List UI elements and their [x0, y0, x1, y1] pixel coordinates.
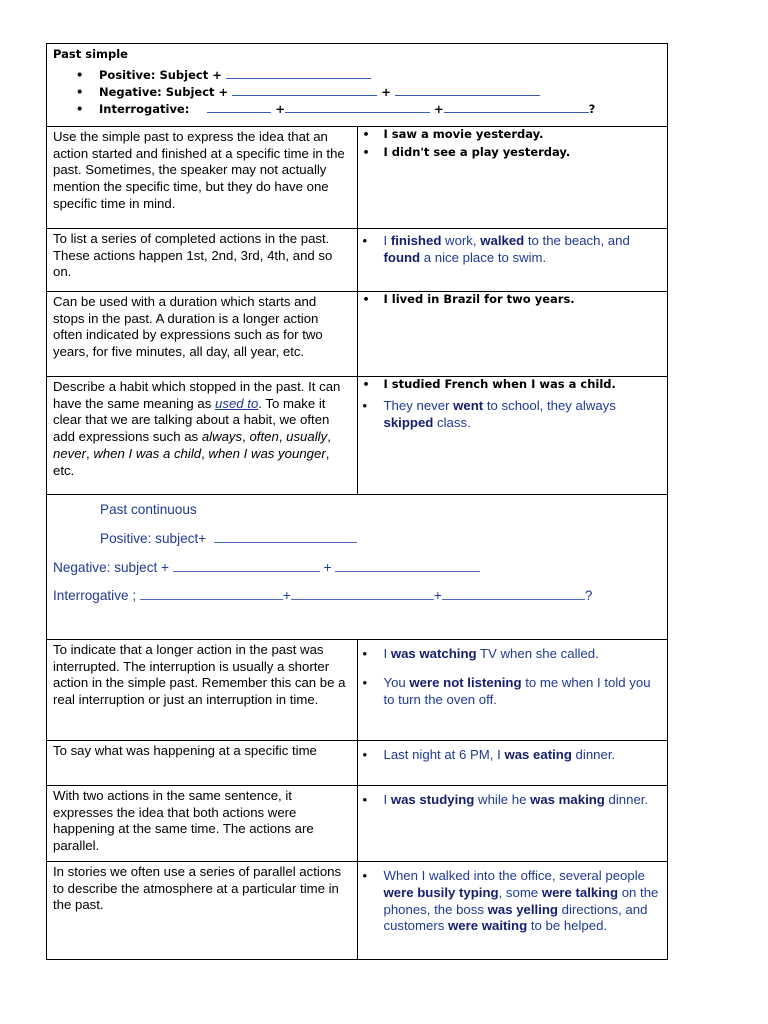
list-item: • When I walked into the office, several people were busily typing, some were talking on the phones, the boss was yelling directions, and customers were waiting to be helped.: [384, 868, 660, 935]
table-row: [47, 741, 668, 786]
list-item: • Last night at 6 PM, I was eating dinner.: [384, 747, 660, 764]
past-simple-forms: [47, 67, 667, 118]
past-simple-header-row: [47, 44, 668, 127]
usage-text: With two actions in the same sentence, it expresses the idea that both actions were happening at the same time. The actions are parallel.: [53, 788, 314, 854]
usage-text: In stories we often use a series of parallel actions to describe the atmosphere at a particular time in the past.: [53, 864, 342, 913]
example-list: [358, 868, 668, 935]
table-row: [47, 127, 668, 229]
list-item: • I was watching TV when she called.: [384, 646, 660, 663]
table-row: [47, 229, 668, 292]
example-cell: [357, 862, 668, 960]
blank-field[interactable]: [285, 101, 430, 113]
example-list: [358, 792, 668, 809]
blank-field[interactable]: [442, 587, 585, 600]
used-to-link[interactable]: used to: [215, 395, 259, 411]
list-item: • I lived in Brazil for two years.: [384, 292, 660, 307]
blank-field[interactable]: [335, 559, 480, 572]
past-simple-title: Past simple: [53, 47, 128, 61]
blank-field[interactable]: [140, 587, 283, 600]
past-continuous-header-row: [47, 495, 668, 640]
blank-field[interactable]: [207, 101, 271, 113]
past-continuous-title: Past continuous: [100, 502, 197, 517]
usage-text: Describe a habit which stopped in the past. It can have the same meaning as used to. To make it clear that we are talking about a habit, we often add expressions such as always, often, usually, never, when I was a child, when I was younger, etc.: [53, 379, 341, 478]
blank-field[interactable]: [226, 67, 371, 79]
blank-field[interactable]: [291, 587, 434, 600]
form-negative: • Negative: Subject + +: [99, 84, 667, 101]
usage-cell: [47, 640, 358, 741]
list-item: • I didn't see a play yesterday.: [384, 145, 660, 160]
example-cell: [357, 127, 668, 229]
example-list: [358, 377, 668, 392]
usage-cell: [47, 127, 358, 229]
table-row: [47, 786, 668, 862]
usage-cell: [47, 292, 358, 377]
usage-cell: [47, 377, 358, 495]
usage-text: To say what was happening at a specific time: [53, 743, 317, 758]
usage-text: Can be used with a duration which starts and stops in the past. A duration is a longer action often indicated by expressions such as for two years, for five minutes, all day, all year, etc.: [53, 294, 323, 360]
example-cell: [357, 640, 668, 741]
example-cell: [357, 741, 668, 786]
form-negative: Negative: subject + +: [53, 559, 480, 575]
tenses-table: [46, 43, 668, 960]
example-list: [358, 292, 668, 307]
usage-cell: [47, 741, 358, 786]
usage-cell: [47, 862, 358, 960]
blank-field[interactable]: [214, 530, 357, 543]
table-row: [47, 862, 668, 960]
table-row: [47, 640, 668, 741]
example-list: [358, 127, 668, 160]
past-simple-header: [47, 44, 668, 127]
list-item: • I studied French when I was a child.: [384, 377, 660, 392]
list-item: • I saw a movie yesterday.: [384, 127, 660, 142]
usage-cell: [47, 229, 358, 292]
blank-field[interactable]: [395, 84, 540, 96]
list-item: • They never went to school, they always skipped class.: [384, 398, 660, 432]
form-positive: • Positive: Subject +: [99, 67, 667, 84]
past-continuous-header: [47, 495, 668, 640]
blank-field[interactable]: [232, 84, 377, 96]
usage-text: To indicate that a longer action in the past was interrupted. The interruption is usually a shorter action in the simple past. Remember this can be a real interruption or just an interruption in time.: [53, 642, 346, 708]
example-cell: [357, 786, 668, 862]
list-item: • You were not listening to me when I told you to turn the oven off.: [384, 675, 660, 709]
list-item: • I was studying while he was making dinner.: [384, 792, 660, 809]
table-row: [47, 292, 668, 377]
example-cell: [357, 229, 668, 292]
example-list: [358, 747, 668, 764]
table-row: [47, 377, 668, 495]
list-item: • I finished work, walked to the beach, and found a nice place to swim.: [384, 233, 660, 267]
example-cell: [357, 377, 668, 495]
example-list: [358, 398, 668, 432]
example-list: [358, 646, 668, 708]
usage-text: To list a series of completed actions in the past. These actions happen 1st, 2nd, 3rd, 4th, and so on.: [53, 231, 333, 280]
blank-field[interactable]: [173, 559, 320, 572]
form-interrogative: • Interrogative: + + ?: [99, 101, 667, 118]
usage-cell: [47, 786, 358, 862]
example-cell: [357, 292, 668, 377]
usage-text: Use the simple past to express the idea that an action started and finished at a specific time in the past. Sometimes, the speaker may not actually mention the specific time, but they do have one specific time in mind.: [53, 129, 345, 211]
blank-field[interactable]: [444, 101, 589, 113]
example-list: [358, 233, 668, 267]
form-interrogative: Interrogative ; + + ?: [53, 588, 593, 603]
form-positive: Positive: subject+: [100, 530, 357, 546]
